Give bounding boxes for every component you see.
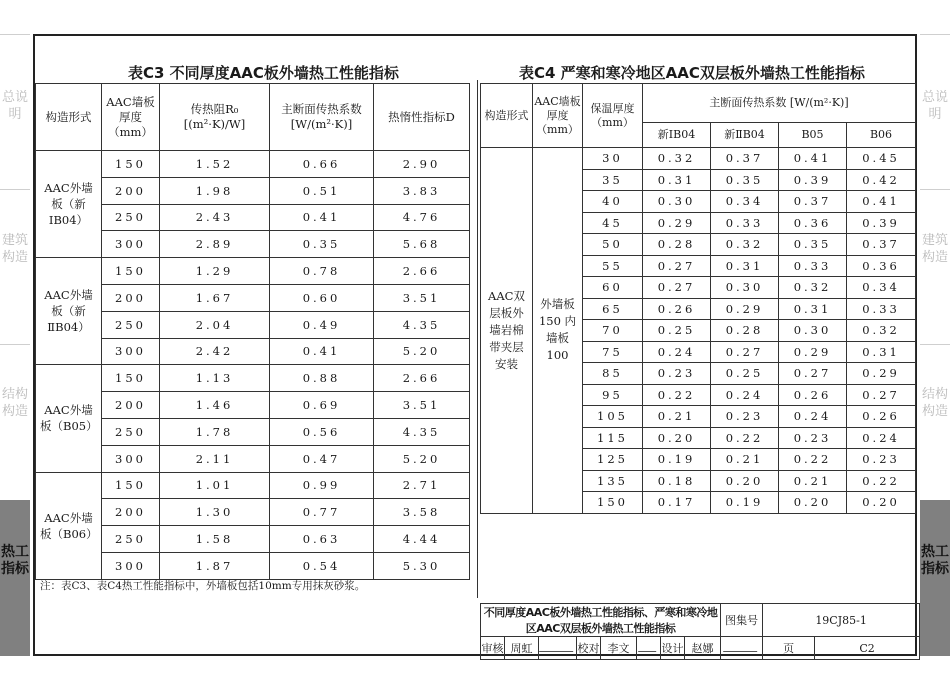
table-cell: 0.28 (643, 234, 711, 256)
sidebar-item-structure[interactable]: 结构构造 (1, 387, 28, 419)
table-cell: 0.37 (779, 191, 847, 213)
header-insulation: 保温厚度（mm） (583, 84, 643, 148)
construction-form: AAC双层板外墙岩棉带夹层安装 (481, 148, 533, 514)
table-cell: 250 (102, 204, 160, 231)
table-cell: 0.33 (847, 298, 916, 320)
table-cell: 0.30 (643, 191, 711, 213)
table-cell: 0.26 (847, 406, 916, 428)
table-cell: 40 (583, 191, 643, 213)
table-row (36, 526, 470, 553)
table-cell: 50 (583, 234, 643, 256)
table-cell: 60 (583, 277, 643, 299)
table-cell: 135 (583, 470, 643, 492)
table-cell: 0.33 (779, 255, 847, 277)
table-cell: 200 (102, 392, 160, 419)
table-cell: 0.29 (643, 212, 711, 234)
title-block (480, 603, 920, 660)
table-c4 (480, 83, 916, 514)
table-cell: 75 (583, 341, 643, 363)
table-cell: 0.31 (779, 298, 847, 320)
table-cell: 200 (102, 284, 160, 311)
table-row (36, 418, 470, 445)
table-cell: 2.42 (160, 338, 270, 365)
table-cell: 0.41 (847, 191, 916, 213)
header-coefficient: 主断面传热系数 [W/(m²·K)] (270, 84, 374, 151)
table-cell: 0.27 (643, 277, 711, 299)
table-cell: 0.63 (270, 526, 374, 553)
table-row (36, 311, 470, 338)
atlas-label: 图集号 (721, 604, 763, 637)
header-thickness: AAC墙板厚度（mm） (102, 84, 160, 151)
table-cell: 0.42 (847, 169, 916, 191)
table-cell: 4.35 (374, 311, 470, 338)
table-cell: 1.30 (160, 499, 270, 526)
designer-signature (721, 637, 763, 660)
table-cell: 0.31 (847, 341, 916, 363)
table-cell: 5.68 (374, 231, 470, 258)
table-cell: 300 (102, 338, 160, 365)
table-cell: 300 (102, 552, 160, 579)
reviewer-name: 周虹 (505, 637, 539, 660)
table-cell: 0.27 (643, 255, 711, 277)
table-cell: 0.29 (779, 341, 847, 363)
header-col-1: 新ⅠB04 (643, 123, 711, 148)
table-cell: 5.20 (374, 445, 470, 472)
table-cell: 150 (102, 472, 160, 499)
table-cell: 0.24 (779, 406, 847, 428)
table-cell: 0.17 (643, 492, 711, 514)
table-cell: 0.78 (270, 258, 374, 285)
table-cell: 0.35 (779, 234, 847, 256)
table-cell: 125 (583, 449, 643, 471)
table-cell: 0.35 (711, 169, 779, 191)
table-cell: 0.23 (711, 406, 779, 428)
table-cell: 0.51 (270, 177, 374, 204)
table-cell: 250 (102, 418, 160, 445)
table-row (36, 445, 470, 472)
designer-name: 赵娜 (685, 637, 721, 660)
row-group-label: AAC外墙板（新ⅠB04） (36, 151, 102, 258)
table-cell: 0.30 (711, 277, 779, 299)
table-cell: 0.24 (643, 341, 711, 363)
header-inertia: 热惰性指标D (374, 84, 470, 151)
table-cell: 2.43 (160, 204, 270, 231)
table-cell: 200 (102, 499, 160, 526)
table-cell: 0.77 (270, 499, 374, 526)
table-cell: 0.37 (847, 234, 916, 256)
table-cell: 1.52 (160, 151, 270, 178)
checker-name: 李文 (601, 637, 637, 660)
table-cell: 0.45 (847, 148, 916, 170)
table-cell: 250 (102, 311, 160, 338)
sidebar-item-architecture[interactable]: 建筑构造 (921, 233, 948, 265)
table-cell: 0.22 (847, 470, 916, 492)
table-cell: 1.13 (160, 365, 270, 392)
table-cell: 3.83 (374, 177, 470, 204)
sidebar-item-architecture[interactable]: 建筑构造 (1, 233, 28, 265)
table-row (36, 392, 470, 419)
table-cell: 0.25 (643, 320, 711, 342)
table-row (36, 177, 470, 204)
table-cell: 30 (583, 148, 643, 170)
table-cell: 0.99 (270, 472, 374, 499)
table-cell: 0.24 (847, 427, 916, 449)
header-col-4: B06 (847, 123, 916, 148)
table-cell: 1.29 (160, 258, 270, 285)
table-cell: 0.20 (847, 492, 916, 514)
row-group-label: AAC外墙板（B05） (36, 365, 102, 472)
table-cell: 0.28 (711, 320, 779, 342)
table-cell: 1.87 (160, 552, 270, 579)
table-cell: 0.21 (779, 470, 847, 492)
table-cell: 0.56 (270, 418, 374, 445)
table-cell: 85 (583, 363, 643, 385)
table-cell: 0.22 (643, 384, 711, 406)
table-cell: 2.66 (374, 258, 470, 285)
table-cell: 0.32 (847, 320, 916, 342)
table-cell: 95 (583, 384, 643, 406)
table-cell: 0.32 (643, 148, 711, 170)
table-row (36, 151, 470, 178)
table-cell: 2.90 (374, 151, 470, 178)
table-cell: 0.32 (779, 277, 847, 299)
table-cell: 0.19 (711, 492, 779, 514)
header-thickness: AAC墙板厚度（mm） (533, 84, 583, 148)
table-note: 注：表C3、表C4热工性能指标中，外墙板包括10mm专用抹灰砂浆。 (40, 580, 366, 592)
review-label: 审核 (481, 637, 505, 660)
table-cell: 2.89 (160, 231, 270, 258)
table-cell: 2.04 (160, 311, 270, 338)
page-number: C2 (815, 637, 920, 660)
atlas-number: 19CJ85-1 (763, 604, 920, 637)
table-cell: 45 (583, 212, 643, 234)
table-cell: 250 (102, 526, 160, 553)
table-cell: 0.49 (270, 311, 374, 338)
table-cell: 0.20 (643, 427, 711, 449)
table-cell: 2.11 (160, 445, 270, 472)
panel-thickness: 外墙板150 内墙板100 (533, 148, 583, 514)
table-cell: 105 (583, 406, 643, 428)
table-cell: 0.34 (847, 277, 916, 299)
table-cell: 4.44 (374, 526, 470, 553)
table-cell: 0.60 (270, 284, 374, 311)
table-cell: 65 (583, 298, 643, 320)
table-cell: 0.35 (270, 231, 374, 258)
table-cell: 0.39 (779, 169, 847, 191)
table-cell: 0.47 (270, 445, 374, 472)
sidebar-item-general[interactable]: 总说明 (921, 90, 948, 122)
table-cell: 0.41 (270, 338, 374, 365)
table-cell: 0.23 (643, 363, 711, 385)
table-cell: 0.26 (779, 384, 847, 406)
table-cell: 3.51 (374, 284, 470, 311)
table-cell: 300 (102, 231, 160, 258)
table-cell: 0.30 (779, 320, 847, 342)
table-cell: 0.39 (847, 212, 916, 234)
sidebar-item-structure[interactable]: 结构构造 (921, 387, 948, 419)
table-cell: 0.23 (779, 427, 847, 449)
table-row (36, 499, 470, 526)
table-c3 (35, 83, 470, 580)
sidebar-item-general[interactable]: 总说明 (1, 90, 28, 122)
table-cell: 0.20 (711, 470, 779, 492)
table-cell: 0.34 (711, 191, 779, 213)
table-cell: 0.69 (270, 392, 374, 419)
table-row (36, 231, 470, 258)
table-header-row (36, 84, 470, 151)
table-cell: 0.24 (711, 384, 779, 406)
table-cell: 1.67 (160, 284, 270, 311)
table-cell: 4.35 (374, 418, 470, 445)
table-cell: 115 (583, 427, 643, 449)
table-cell: 2.71 (374, 472, 470, 499)
table-cell: 0.27 (779, 363, 847, 385)
design-label: 设计 (661, 637, 685, 660)
header-form: 构造形式 (36, 84, 102, 151)
table-cell: 0.33 (711, 212, 779, 234)
sidebar-item-thermal[interactable]: 热工指标 (0, 500, 30, 656)
table-row (36, 258, 470, 285)
table-cell: 0.23 (847, 449, 916, 471)
table-cell: 150 (583, 492, 643, 514)
table-row (36, 204, 470, 231)
table-cell: 200 (102, 177, 160, 204)
table-cell: 1.01 (160, 472, 270, 499)
table-cell: 1.98 (160, 177, 270, 204)
table-cell: 300 (102, 445, 160, 472)
table-cell: 2.66 (374, 365, 470, 392)
table-cell: 0.36 (847, 255, 916, 277)
table-cell: 0.21 (643, 406, 711, 428)
table-cell: 0.26 (643, 298, 711, 320)
table-cell: 0.29 (847, 363, 916, 385)
row-group-label: AAC外墙板（新ⅡB04） (36, 258, 102, 365)
table-cell: 0.66 (270, 151, 374, 178)
table-cell: 0.31 (711, 255, 779, 277)
check-label: 校对 (577, 637, 601, 660)
table-cell: 0.19 (643, 449, 711, 471)
table-cell: 0.22 (779, 449, 847, 471)
header-resistance: 传热阻R₀ [(m²·K)/W] (160, 84, 270, 151)
row-group-label: AAC外墙板（B06） (36, 472, 102, 579)
table-row (36, 472, 470, 499)
table-cell: 0.88 (270, 365, 374, 392)
table-cell: 0.41 (779, 148, 847, 170)
header-form: 构造形式 (481, 84, 533, 148)
table-cell: 0.41 (270, 204, 374, 231)
table-cell: 150 (102, 151, 160, 178)
header-col-3: B05 (779, 123, 847, 148)
table-cell: 0.22 (711, 427, 779, 449)
sidebar-item-thermal[interactable]: 热工指标 (920, 500, 950, 656)
table-cell: 35 (583, 169, 643, 191)
table-row (481, 148, 916, 170)
table-row (36, 552, 470, 579)
table-row (36, 365, 470, 392)
table-cell: 5.20 (374, 338, 470, 365)
reviewer-signature (539, 637, 577, 660)
table-cell: 150 (102, 365, 160, 392)
table-cell: 1.78 (160, 418, 270, 445)
table-cell: 3.51 (374, 392, 470, 419)
table-cell: 0.31 (643, 169, 711, 191)
divider (477, 80, 478, 598)
left-sidebar (0, 34, 30, 656)
table-cell: 4.76 (374, 204, 470, 231)
table-c4-title: 表C4 严寒和寒冷地区AAC双层板外墙热工性能指标 (519, 64, 865, 82)
table-row (36, 284, 470, 311)
table-cell: 0.20 (779, 492, 847, 514)
checker-signature (637, 637, 661, 660)
table-cell: 150 (102, 258, 160, 285)
header-coefficient: 主断面传热系数 [W/(m²·K)] (643, 84, 916, 123)
page-label: 页 (763, 637, 815, 660)
table-cell: 0.37 (711, 148, 779, 170)
table-cell: 0.25 (711, 363, 779, 385)
table-cell: 70 (583, 320, 643, 342)
table-cell: 5.30 (374, 552, 470, 579)
table-cell: 0.18 (643, 470, 711, 492)
table-cell: 1.46 (160, 392, 270, 419)
table-cell: 1.58 (160, 526, 270, 553)
table-cell: 3.58 (374, 499, 470, 526)
header-col-2: 新ⅡB04 (711, 123, 779, 148)
table-cell: 0.54 (270, 552, 374, 579)
drawing-title: 不同厚度AAC板外墙热工性能指标、严寒和寒冷地区AAC双层板外墙热工性能指标 (481, 604, 721, 637)
table-cell: 0.32 (711, 234, 779, 256)
table-c3-title: 表C3 不同厚度AAC板外墙热工性能指标 (128, 64, 399, 82)
table-cell: 0.29 (711, 298, 779, 320)
table-row (36, 338, 470, 365)
table-cell: 0.27 (847, 384, 916, 406)
table-cell: 55 (583, 255, 643, 277)
table-cell: 0.21 (711, 449, 779, 471)
table-cell: 0.27 (711, 341, 779, 363)
right-sidebar (920, 34, 950, 656)
table-cell: 0.36 (779, 212, 847, 234)
